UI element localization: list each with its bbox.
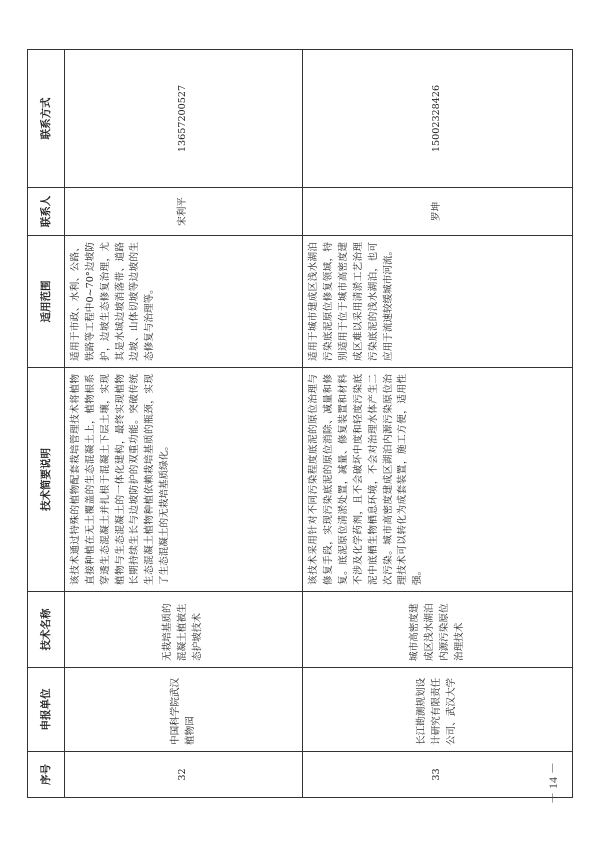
- contact-person: 宋利平: [65, 188, 303, 236]
- header-person: 联系人: [28, 188, 65, 236]
- technology-name: 城市高密度建成区浅水湖泊内源污染原位治理技术: [303, 592, 573, 668]
- table-row: [303, 50, 573, 798]
- contact-person: 罗坤: [303, 188, 573, 236]
- technology-description: 该技术采用针对不同污染程度底泥的原位治理与修复手段，实现污染底泥的原位消除、减量和修复。底泥原位清淤处置，减量、修复装置和材料不涉及化学药剂，且不会破坏中度和轻度污染底泥中底栖生物栖息环境，不会对治理水体产生二次污染。城市高密度建成区湖泊内源污染原位治理技术可以转化为成套装置，施工方便，适用性强。: [303, 368, 573, 592]
- application-scope: 适用于城市建成区浅水湖泊污染底泥原位修复领域，特别适用于位于城市高密度建成区难以采用清淤工艺治理污染底泥的浅水湖泊，也可应用于流速较缓城市河流。: [303, 236, 573, 368]
- page-number: － 14 －: [545, 761, 560, 804]
- table-row: [65, 50, 303, 798]
- contact-phone: 15002328426: [303, 50, 573, 188]
- row-number: 32: [65, 752, 303, 798]
- rotated-table-container: [27, 50, 573, 798]
- header-no: 序号: [28, 752, 65, 798]
- contact-phone: 13657200527: [65, 50, 303, 188]
- header-scope: 适用范围: [28, 236, 65, 368]
- header-desc: 技术简要说明: [28, 368, 65, 592]
- header-unit: 申报单位: [28, 668, 65, 752]
- applicant-unit: 长江勘测规划设计研究有限责任公司、武汉大学: [303, 668, 573, 752]
- technology-description: 该技术通过特殊的植物配套栽培管理技术将植物直接种植在无土覆盖的生态混凝土上，植物根系穿透生态混凝土并扎根于混凝土下层土壤，实现植物与生态混凝土的一体化建构，最终实现植物长期持续生长与边坡防护的双重功能。突破传统生态混凝土植物种植依赖栽培基质的瓶颈，实现了生态混凝土的无栽培基质绿化。: [65, 368, 303, 592]
- header-phone: 联系方式: [28, 50, 65, 188]
- application-scope: 适用于市政、水利、公路、铁路等工程中0~70°边坡防护，边坡生态修复治理，尤其是水域边坡消落带、道路边坡、山体切坡等边坡的生态修复与治理等。: [65, 236, 303, 368]
- table-header-row: [28, 50, 65, 798]
- header-name: 技术名称: [28, 592, 65, 668]
- row-number: 33: [303, 752, 573, 798]
- applicant-unit: 中国科学院武汉植物园: [65, 668, 303, 752]
- technology-name: 无栽培基质的混凝土植被生态护坡技术: [65, 592, 303, 668]
- technology-table: [27, 49, 573, 798]
